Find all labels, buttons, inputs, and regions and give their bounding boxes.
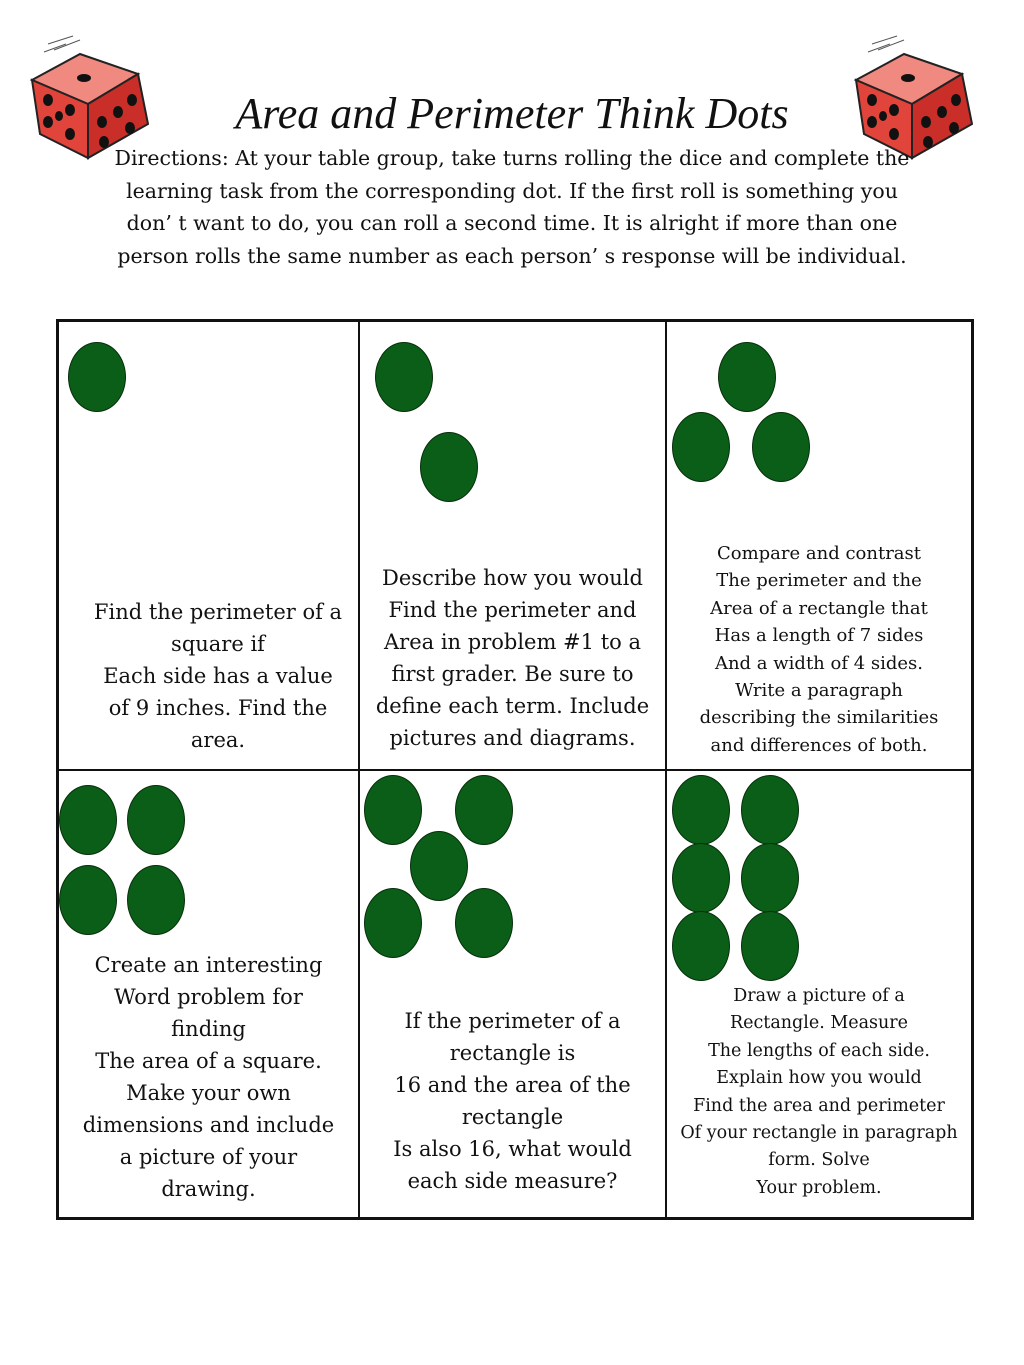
task-line: a picture of your — [119, 1145, 298, 1169]
task-line: describing the similarities — [699, 707, 939, 729]
think-dot-cell-4 — [59, 771, 358, 1217]
task-line: Compare and contrast — [716, 543, 922, 564]
cell-3-task — [667, 540, 971, 759]
green-dot — [455, 775, 513, 845]
directions-line: : At your table group, take turns rolling the dice and complete the — [221, 146, 910, 170]
cell-4-task — [59, 949, 358, 1205]
green-dot — [672, 911, 730, 981]
think-dots-grid — [56, 319, 974, 1220]
green-dot — [59, 785, 117, 855]
task-line: pictures and diagrams. — [389, 726, 636, 750]
green-dot — [741, 843, 799, 913]
directions-line: don’ t want to do, you can roll a second time. It is alright if more than one — [126, 211, 898, 235]
task-line: Each side has a value — [103, 664, 333, 688]
task-line: Has a length of 7 sides — [714, 625, 924, 647]
think-dot-cell-2 — [360, 322, 665, 769]
task-line: finding — [171, 1017, 246, 1041]
green-dot — [718, 342, 776, 412]
task-line: form. Solve — [768, 1150, 870, 1171]
task-line: drawing. — [161, 1177, 256, 1201]
task-line: each side measure? — [407, 1169, 618, 1193]
green-dot — [364, 775, 422, 845]
green-dot — [455, 888, 513, 958]
task-line: Of your rectangle in paragraph — [680, 1123, 958, 1144]
task-line: If the perimeter of a — [404, 1009, 621, 1033]
task-line: The area of a square. — [95, 1049, 322, 1073]
task-line: Find the perimeter of a — [93, 600, 343, 624]
cell-5-task — [360, 1005, 665, 1197]
green-dot — [364, 888, 422, 958]
green-dot — [741, 911, 799, 981]
task-line: dimensions and include — [82, 1113, 335, 1137]
task-line: Create an interesting — [94, 953, 323, 977]
cell-2-task — [360, 562, 665, 754]
task-line: and differences of both. — [710, 734, 928, 756]
green-dot — [672, 775, 730, 845]
task-line: first grader. Be sure to — [391, 662, 634, 686]
green-dot — [672, 843, 730, 913]
task-line: Area in problem #1 to a — [384, 630, 641, 654]
task-line: 16 and the area of the — [394, 1073, 631, 1097]
task-line: rectangle — [461, 1105, 564, 1129]
directions-line: learning task from the corresponding dot. If the first roll is something you — [126, 178, 898, 203]
task-line: Find the perimeter and — [388, 598, 637, 622]
task-line: Word problem for — [114, 985, 303, 1009]
cell-1-task — [63, 596, 373, 756]
task-line: Find the area and perimeter — [693, 1095, 945, 1116]
task-line: Describe how you would — [382, 566, 643, 590]
think-dot-cell-6 — [667, 771, 971, 1217]
task-line: rectangle is — [449, 1041, 576, 1065]
green-dot — [127, 785, 185, 855]
task-line: Make your own — [126, 1081, 291, 1105]
task-line: The lengths of each side. — [708, 1040, 930, 1061]
green-dot — [59, 865, 117, 935]
green-dot — [752, 412, 810, 482]
green-dot — [672, 412, 730, 482]
task-line: Is also 16, what would — [393, 1137, 632, 1161]
green-dot — [127, 865, 185, 935]
think-dot-cell-1 — [59, 322, 358, 769]
page-title: Area and Perimeter Think Dots — [235, 89, 789, 138]
task-line: Area of a rectangle that — [710, 597, 928, 619]
task-line: of 9 inches. Find the — [108, 696, 328, 720]
task-line: define each term. Include — [375, 694, 650, 718]
green-dot — [375, 342, 433, 412]
task-line: Rectangle. Measure — [729, 1013, 909, 1034]
green-dot — [420, 432, 478, 502]
task-line: And a width of 4 sides. — [714, 652, 924, 674]
task-line: area. — [190, 728, 246, 752]
task-line: The perimeter and the — [716, 570, 922, 592]
green-dot — [741, 775, 799, 845]
cell-6-task — [667, 983, 971, 1202]
task-line: square if — [171, 632, 265, 656]
think-dot-cell-5 — [360, 771, 665, 1217]
green-dot — [68, 342, 126, 412]
directions-line: person rolls the same number as each person’ s response will be individual. — [117, 243, 907, 268]
task-line: Explain how you would — [716, 1068, 922, 1089]
think-dot-cell-3 — [667, 322, 971, 769]
task-line: Draw a picture of a — [733, 986, 905, 1006]
green-dot — [410, 831, 468, 901]
task-line: Write a paragraph — [735, 680, 903, 702]
directions-text — [78, 142, 946, 272]
directions-label: Directions — [114, 146, 222, 170]
task-line: Your problem. — [756, 1177, 882, 1198]
